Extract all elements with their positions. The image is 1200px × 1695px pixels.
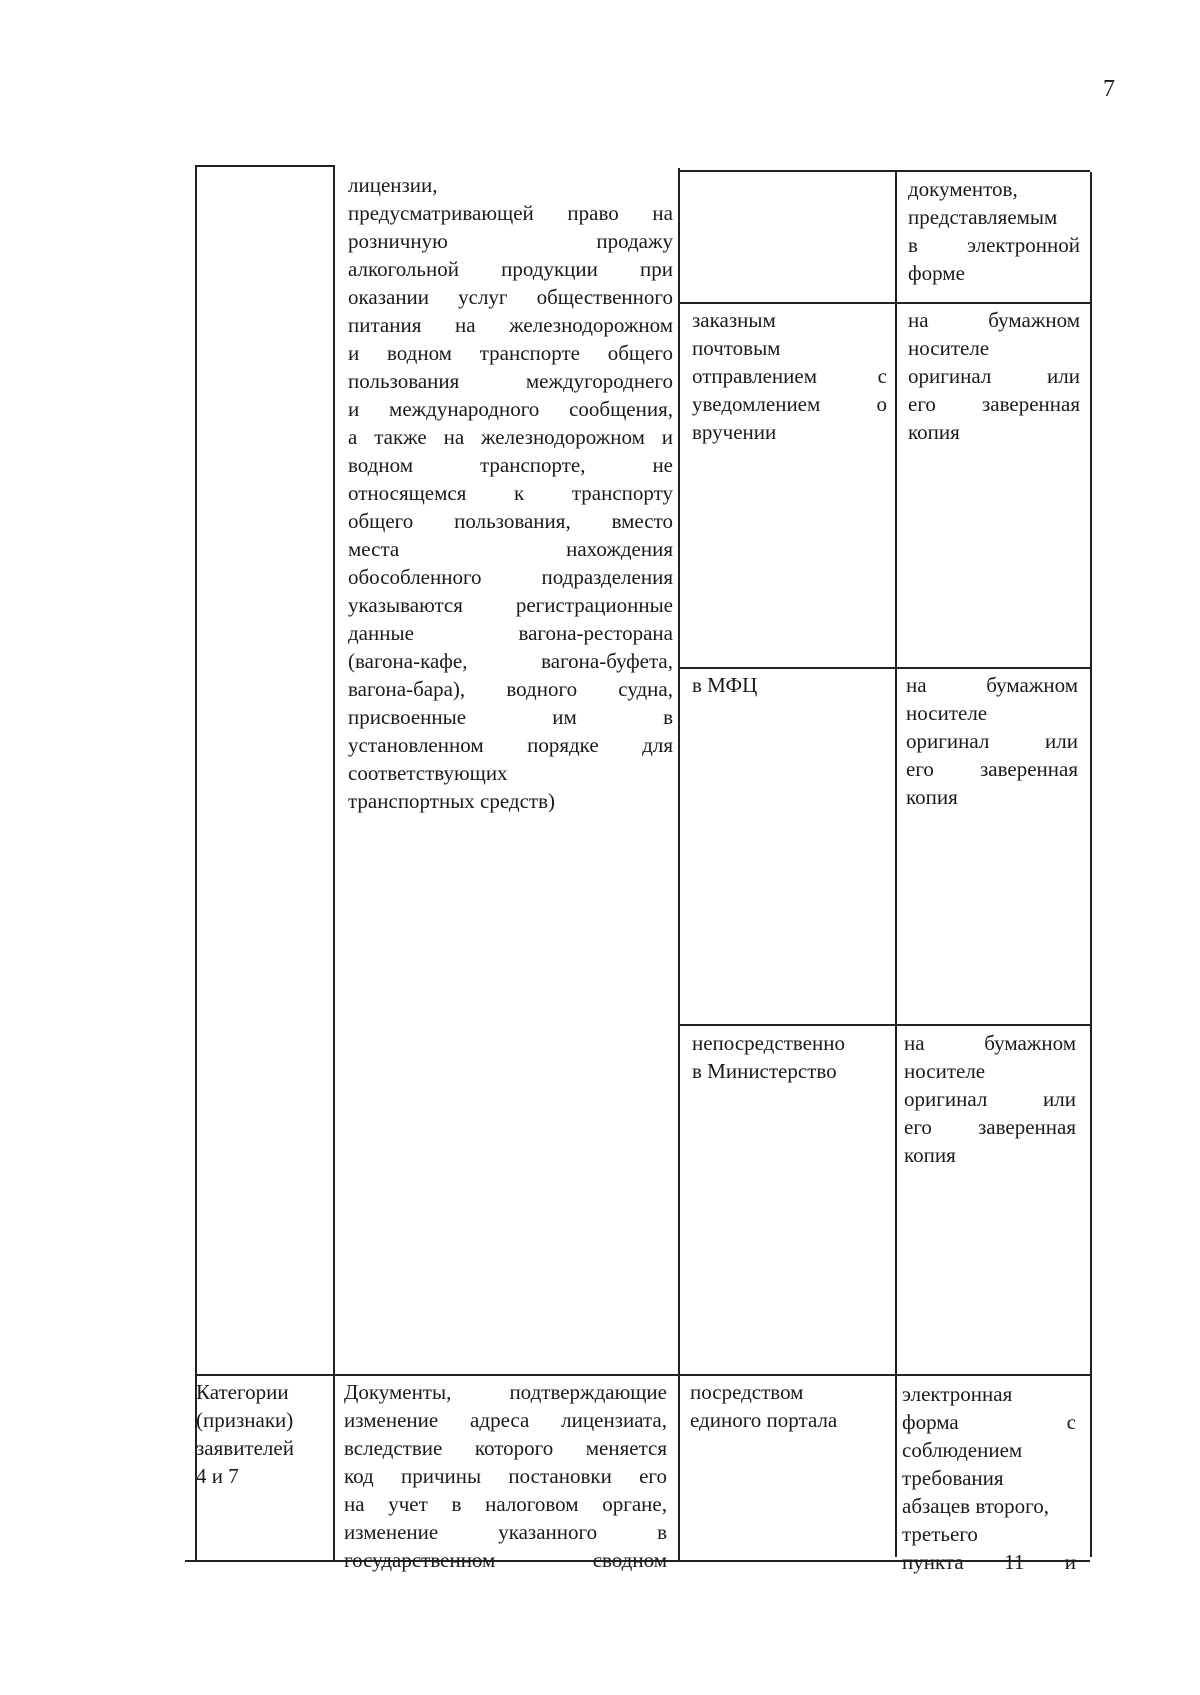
- row-1-form-cell-4: [904, 1029, 1076, 1169]
- document-line: оказании услуг общественного: [348, 285, 673, 309]
- method-line: уведомлением о: [692, 392, 887, 416]
- document-line: указываются регистрационные: [348, 593, 673, 617]
- form-line: пункта 11 и: [902, 1550, 1076, 1574]
- document-line: (вагона-кафе, вагона-буфета,: [348, 649, 673, 673]
- method-line: вручении: [692, 420, 777, 444]
- row-1-method-cell-2: [692, 306, 887, 446]
- document-line: и водном транспорте общего: [348, 341, 673, 365]
- method-line: почтовым: [692, 336, 781, 360]
- form-line: носителе: [908, 336, 990, 360]
- category-line: (признаки): [196, 1408, 294, 1432]
- form-line: оригинал или: [908, 364, 1080, 388]
- form-line: оригинал или: [904, 1087, 1076, 1111]
- category-line: заявителей: [196, 1436, 294, 1460]
- form-line: копия: [904, 1143, 956, 1167]
- form-line: требования: [902, 1466, 1004, 1490]
- method-line: заказным: [692, 308, 776, 332]
- method-line: в Министерство: [692, 1059, 837, 1083]
- form-line: третьего: [902, 1522, 978, 1546]
- category-line: Категории: [196, 1380, 289, 1404]
- form-line: в электронной: [908, 233, 1080, 257]
- document-line: места нахождения: [348, 537, 673, 561]
- form-line: на бумажном: [908, 308, 1080, 332]
- row-1-document-cell: [348, 171, 673, 815]
- row-2-category-cell: [196, 1378, 330, 1490]
- document-line: код причины постановки его: [344, 1464, 667, 1488]
- method-line: отправлением с: [692, 364, 887, 388]
- row-2-form-cell: [902, 1380, 1076, 1576]
- form-line: носителе: [904, 1059, 986, 1083]
- form-line: копия: [908, 420, 960, 444]
- document-line: вагона-бара), водного судна,: [348, 677, 673, 701]
- document-line: соответствующих: [348, 761, 508, 785]
- document-line: и международного сообщения,: [348, 397, 673, 421]
- document-line: установленном порядке для: [348, 733, 673, 757]
- document-line: лицензии,: [348, 173, 438, 197]
- method-line: единого портала: [690, 1408, 838, 1432]
- document-line: питания на железнодорожном: [348, 313, 673, 337]
- page-number: 7: [1103, 76, 1115, 102]
- document-line: розничную продажу: [348, 229, 673, 253]
- form-line: соблюдением: [902, 1438, 1023, 1462]
- document-line: государственном сводном: [344, 1548, 667, 1572]
- row-2-method-cell: [690, 1378, 885, 1434]
- form-line: форма с: [902, 1410, 1076, 1434]
- document-line: общего пользования, вместо: [348, 509, 673, 533]
- document-line: вследствие которого меняется: [344, 1436, 667, 1460]
- row-1-form-cell-2: [908, 306, 1080, 446]
- form-line: представляемым: [908, 205, 1058, 229]
- form-line: на бумажном: [904, 1031, 1076, 1055]
- document-line: водном транспорте, не: [348, 453, 673, 477]
- document-line: пользования междугороднего: [348, 369, 673, 393]
- document-line: изменение указанного в: [344, 1520, 667, 1544]
- form-line: его заверенная: [904, 1115, 1076, 1139]
- document-line: на учет в налоговом органе,: [344, 1492, 667, 1516]
- document-line: данные вагона-ресторана: [348, 621, 673, 645]
- form-line: форме: [908, 261, 965, 285]
- form-line: его заверенная: [908, 392, 1080, 416]
- method-line: в МФЦ: [692, 673, 758, 697]
- form-line: абзацев второго,: [902, 1494, 1049, 1518]
- method-line: непосредственно: [692, 1031, 845, 1055]
- document-line: Документы, подтверждающие: [344, 1380, 667, 1404]
- row-1-method-cell-3: [692, 671, 887, 699]
- form-line: документов,: [908, 177, 1018, 201]
- form-line: копия: [906, 785, 958, 809]
- document-line: алкогольной продукции при: [348, 257, 673, 281]
- document-line: предусматривающей право на: [348, 201, 673, 225]
- form-line: носителе: [906, 701, 988, 725]
- category-line: 4 и 7: [196, 1464, 239, 1488]
- row-1-form-cell-3: [906, 671, 1078, 811]
- form-line: электронная: [902, 1382, 1013, 1406]
- row-1-method-cell-4: [692, 1029, 887, 1085]
- method-line: посредством: [690, 1380, 804, 1404]
- document-line: транспортных средств): [348, 789, 556, 813]
- document-line: а также на железнодорожном и: [348, 425, 673, 449]
- form-line: на бумажном: [906, 673, 1078, 697]
- form-line: оригинал или: [906, 729, 1078, 753]
- document-line: обособленного подразделения: [348, 565, 673, 589]
- document-line: изменение адреса лицензиата,: [344, 1408, 667, 1432]
- row-1-form-cell-1: [908, 175, 1080, 287]
- row-2-document-cell: [344, 1378, 667, 1574]
- document-line: присвоенные им в: [348, 705, 673, 729]
- document-line: относящемся к транспорту: [348, 481, 673, 505]
- form-line: его заверенная: [906, 757, 1078, 781]
